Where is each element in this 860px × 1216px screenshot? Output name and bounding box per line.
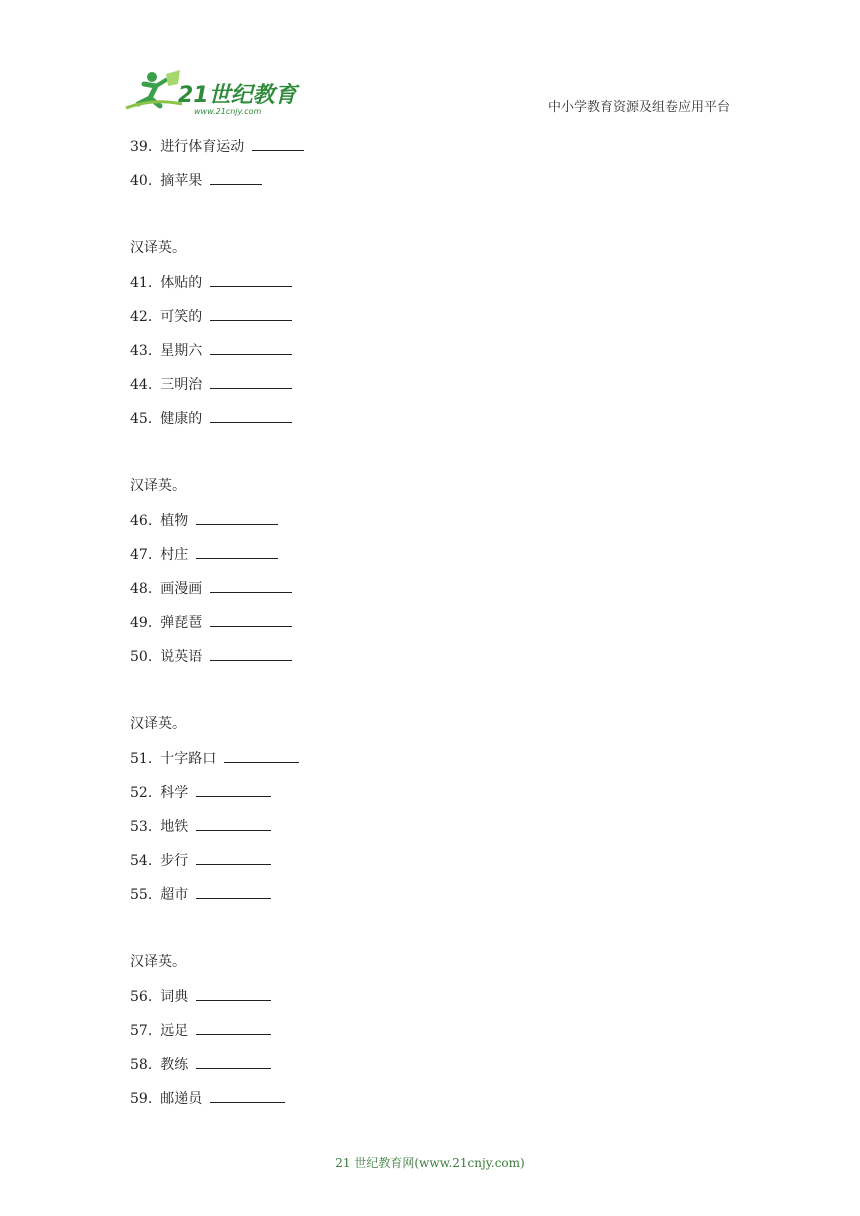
item-number: 41. (130, 275, 153, 291)
item-number: 44. (130, 377, 153, 393)
item-chinese-text: 地铁 (160, 819, 189, 835)
answer-blank[interactable] (210, 170, 262, 185)
page-header (0, 0, 860, 130)
answer-blank[interactable] (210, 612, 292, 627)
answer-blank[interactable] (196, 782, 271, 797)
item-chinese-text: 体贴的 (160, 275, 203, 291)
item-chinese-text: 可笑的 (160, 309, 203, 325)
item-number: 42. (130, 309, 153, 325)
exercise-item (130, 850, 271, 871)
answer-blank[interactable] (196, 510, 278, 525)
answer-blank[interactable] (196, 816, 271, 831)
exercise-item (130, 374, 292, 395)
item-chinese-text: 村庄 (160, 547, 189, 563)
exercise-item (130, 748, 299, 769)
exercise-item (130, 272, 292, 293)
section-heading: 汉译英。 (130, 716, 186, 732)
item-chinese-text: 邮递员 (160, 1091, 203, 1107)
item-number: 50. (130, 649, 153, 665)
footer-text: 21 世纪教育网(www.21cnjy.com) (335, 1156, 525, 1170)
answer-blank[interactable] (210, 340, 292, 355)
answer-blank[interactable] (224, 748, 299, 763)
item-chinese-text: 摘苹果 (160, 173, 203, 189)
section-heading: 汉译英。 (130, 240, 186, 256)
item-number: 47. (130, 547, 153, 563)
answer-blank[interactable] (210, 272, 292, 287)
answer-blank[interactable] (252, 136, 304, 151)
item-chinese-text: 科学 (160, 785, 189, 801)
answer-blank[interactable] (210, 646, 292, 661)
answer-blank[interactable] (196, 986, 271, 1001)
answer-blank[interactable] (210, 408, 292, 423)
exercise-item (130, 340, 292, 361)
exercise-item (130, 1054, 271, 1075)
answer-blank[interactable] (196, 544, 278, 559)
exercise-item (130, 646, 292, 667)
item-number: 45. (130, 411, 153, 427)
exercise-item (130, 986, 271, 1007)
item-chinese-text: 植物 (160, 513, 189, 529)
section-heading: 汉译英。 (130, 954, 186, 970)
header-platform-text: 中小学教育资源及组卷应用平台 (548, 100, 731, 115)
answer-blank[interactable] (196, 1020, 271, 1035)
exercise-item (130, 170, 262, 191)
item-chinese-text: 词典 (160, 989, 189, 1005)
item-number: 46. (130, 513, 153, 529)
exercise-item (130, 306, 292, 327)
answer-blank[interactable] (210, 578, 292, 593)
exercise-item (130, 782, 271, 803)
answer-blank[interactable] (210, 374, 292, 389)
item-chinese-text: 画漫画 (160, 581, 203, 597)
item-number: 39. (130, 139, 153, 155)
exercise-item (130, 612, 292, 633)
item-number: 57. (130, 1023, 153, 1039)
logo-21cnjy (122, 68, 302, 118)
item-chinese-text: 远足 (160, 1023, 189, 1039)
item-chinese-text: 星期六 (160, 343, 203, 359)
item-chinese-text: 十字路口 (160, 751, 217, 767)
exercise-item (130, 544, 278, 565)
answer-blank[interactable] (210, 306, 292, 321)
logo-text: 21世纪教育 (178, 83, 297, 108)
answer-blank[interactable] (196, 1054, 271, 1069)
item-number: 40. (130, 173, 153, 189)
item-chinese-text: 三明治 (160, 377, 203, 393)
item-number: 56. (130, 989, 153, 1005)
exercise-item (130, 510, 278, 531)
answer-blank[interactable] (196, 850, 271, 865)
item-number: 58. (130, 1057, 153, 1073)
item-chinese-text: 说英语 (160, 649, 203, 665)
exercise-item (130, 1088, 285, 1109)
exercise-item (130, 1020, 271, 1041)
exercise-item (130, 884, 271, 905)
item-number: 52. (130, 785, 153, 801)
item-number: 43. (130, 343, 153, 359)
item-number: 53. (130, 819, 153, 835)
item-number: 49. (130, 615, 153, 631)
item-chinese-text: 进行体育运动 (160, 139, 245, 155)
section-heading: 汉译英。 (130, 478, 186, 494)
item-number: 54. (130, 853, 153, 869)
answer-blank[interactable] (196, 884, 271, 899)
item-chinese-text: 教练 (160, 1057, 189, 1073)
item-chinese-text: 超市 (160, 887, 189, 903)
exercise-item (130, 578, 292, 599)
item-chinese-text: 健康的 (160, 411, 203, 427)
logo-subtext: www.21cnjy.com (194, 107, 262, 116)
item-number: 51. (130, 751, 153, 767)
item-number: 55. (130, 887, 153, 903)
item-number: 59. (130, 1091, 153, 1107)
answer-blank[interactable] (210, 1088, 285, 1103)
exercise-item (130, 816, 271, 837)
item-chinese-text: 弹琵琶 (160, 615, 203, 631)
item-number: 48. (130, 581, 153, 597)
exercise-item (130, 136, 304, 157)
exercise-item (130, 408, 292, 429)
item-chinese-text: 步行 (160, 853, 189, 869)
